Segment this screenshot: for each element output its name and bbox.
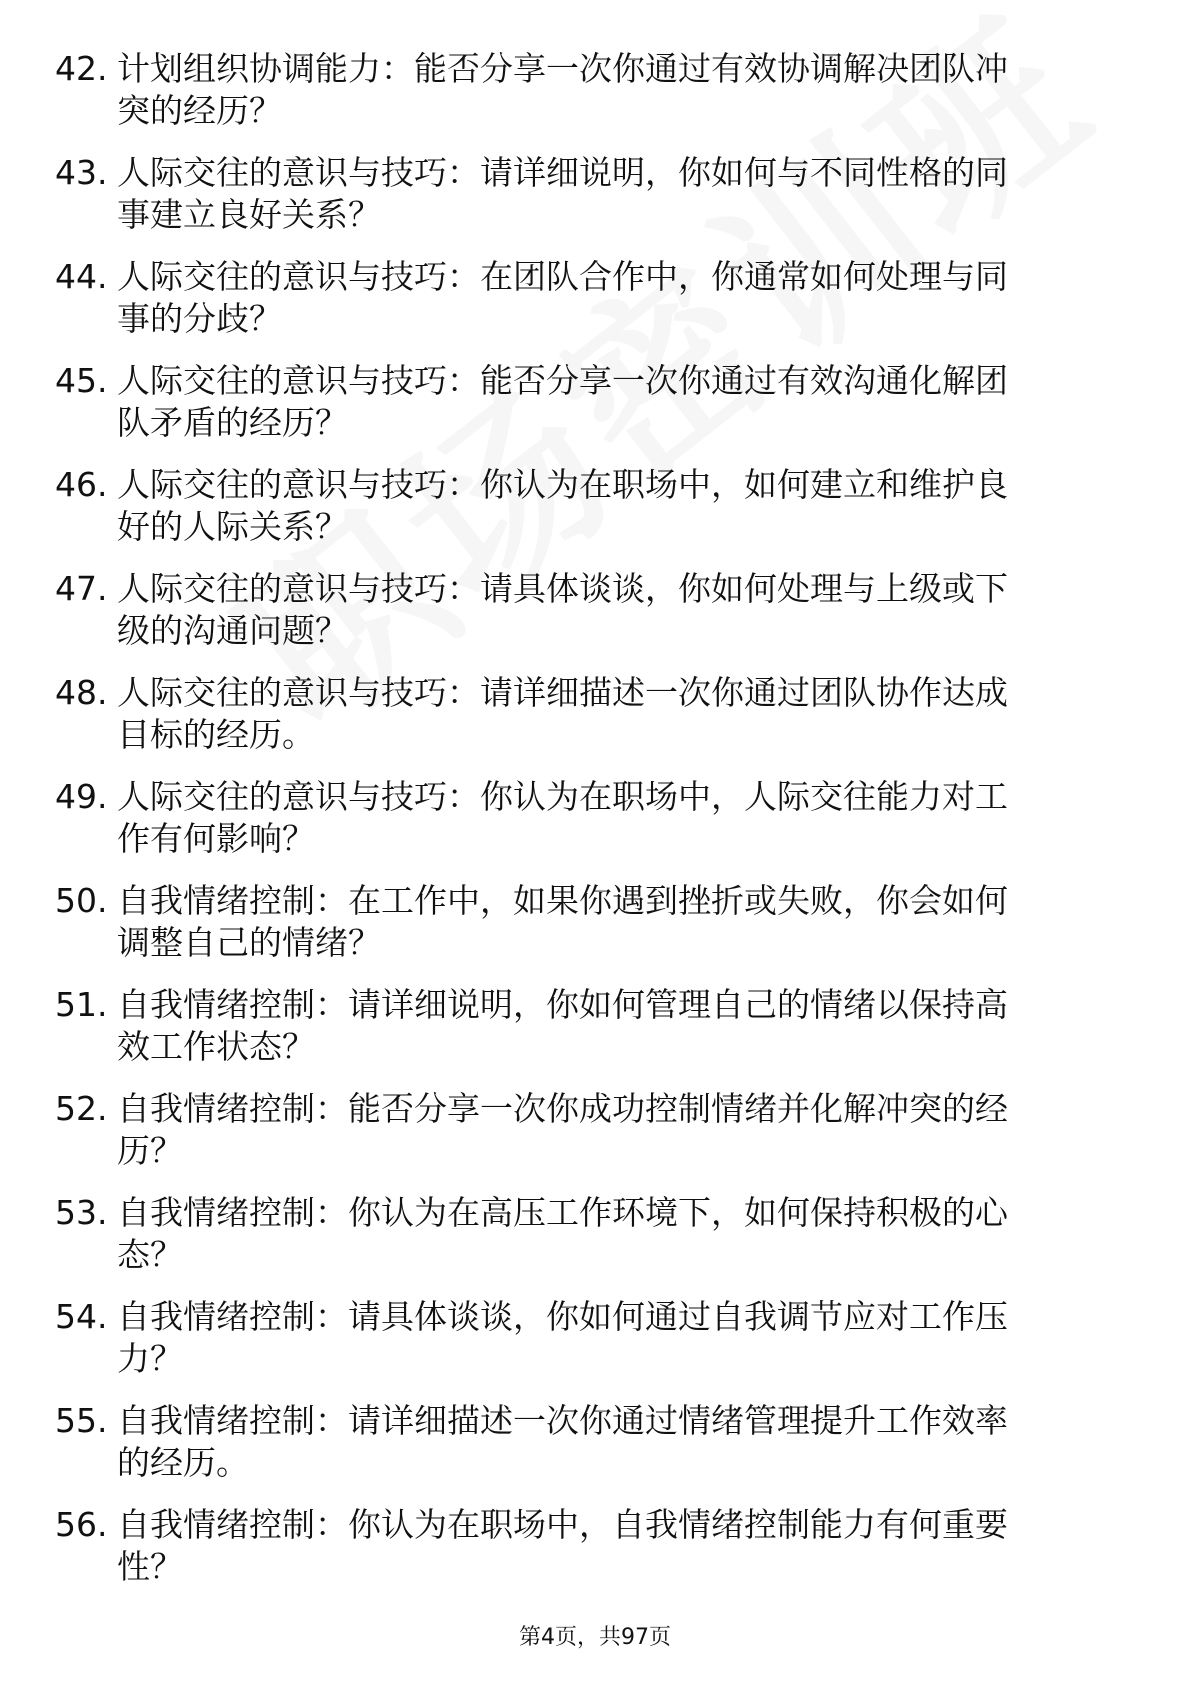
question-number: 55. [55,1401,108,1440]
question-item-56 [55,1504,1135,1588]
question-text: 自我情绪控制：能否分享一次你成功控制情绪并化解冲突的经历？ [117,1089,1008,1170]
question-text: 人际交往的意识与技巧：请详细描述一次你通过团队协作达成目标的经历。 [117,673,1008,754]
question-number: 48. [55,673,108,712]
question-item-51 [55,984,1135,1068]
question-item-48 [55,672,1135,756]
question-text: 人际交往的意识与技巧：在团队合作中，你通常如何处理与同事的分歧？ [117,257,1008,338]
question-text: 人际交往的意识与技巧：能否分享一次你通过有效沟通化解团队矛盾的经历？ [117,361,1008,442]
question-item-55 [55,1400,1135,1484]
question-item-46 [55,464,1135,548]
question-text: 人际交往的意识与技巧：你认为在职场中，如何建立和维护良好的人际关系？ [117,465,1008,546]
question-number: 50. [55,881,108,920]
question-number: 45. [55,361,108,400]
question-number: 53. [55,1193,108,1232]
question-number: 54. [55,1297,108,1336]
question-item-45 [55,360,1135,444]
question-text: 人际交往的意识与技巧：你认为在职场中，人际交往能力对工作有何影响？ [117,777,1008,858]
question-text: 计划组织协调能力：能否分享一次你通过有效协调解决团队冲突的经历？ [117,49,1008,130]
question-item-47 [55,568,1135,652]
question-number: 56. [55,1505,108,1544]
question-text: 自我情绪控制：在工作中，如果你遇到挫折或失败，你会如何调整自己的情绪？ [117,881,1008,962]
question-item-49 [55,776,1135,860]
question-list [55,48,1135,1608]
question-item-50 [55,880,1135,964]
question-number: 49. [55,777,108,816]
question-item-44 [55,256,1135,340]
question-item-42 [55,48,1135,132]
question-number: 52. [55,1089,108,1128]
question-number: 44. [55,257,108,296]
question-number: 51. [55,985,108,1024]
question-number: 46. [55,465,108,504]
question-text: 自我情绪控制：你认为在高压工作环境下，如何保持积极的心态？ [117,1193,1008,1274]
question-number: 43. [55,153,108,192]
question-item-54 [55,1296,1135,1380]
question-text: 自我情绪控制：请具体谈谈，你如何通过自我调节应对工作压力？ [117,1297,1008,1378]
question-text: 人际交往的意识与技巧：请详细说明，你如何与不同性格的同事建立良好关系？ [117,153,1008,234]
question-text: 人际交往的意识与技巧：请具体谈谈，你如何处理与上级或下级的沟通问题？ [117,569,1008,650]
question-item-43 [55,152,1135,236]
page-number: 第4页，共97页 [519,1625,671,1650]
question-text: 自我情绪控制：请详细描述一次你通过情绪管理提升工作效率的经历。 [117,1401,1008,1482]
question-item-53 [55,1192,1135,1276]
question-item-52 [55,1088,1135,1172]
question-text: 自我情绪控制：你认为在职场中，自我情绪控制能力有何重要性？ [117,1505,1008,1586]
question-text: 自我情绪控制：请详细说明，你如何管理自己的情绪以保持高效工作状态？ [117,985,1008,1066]
question-number: 42. [55,49,108,88]
question-number: 47. [55,569,108,608]
